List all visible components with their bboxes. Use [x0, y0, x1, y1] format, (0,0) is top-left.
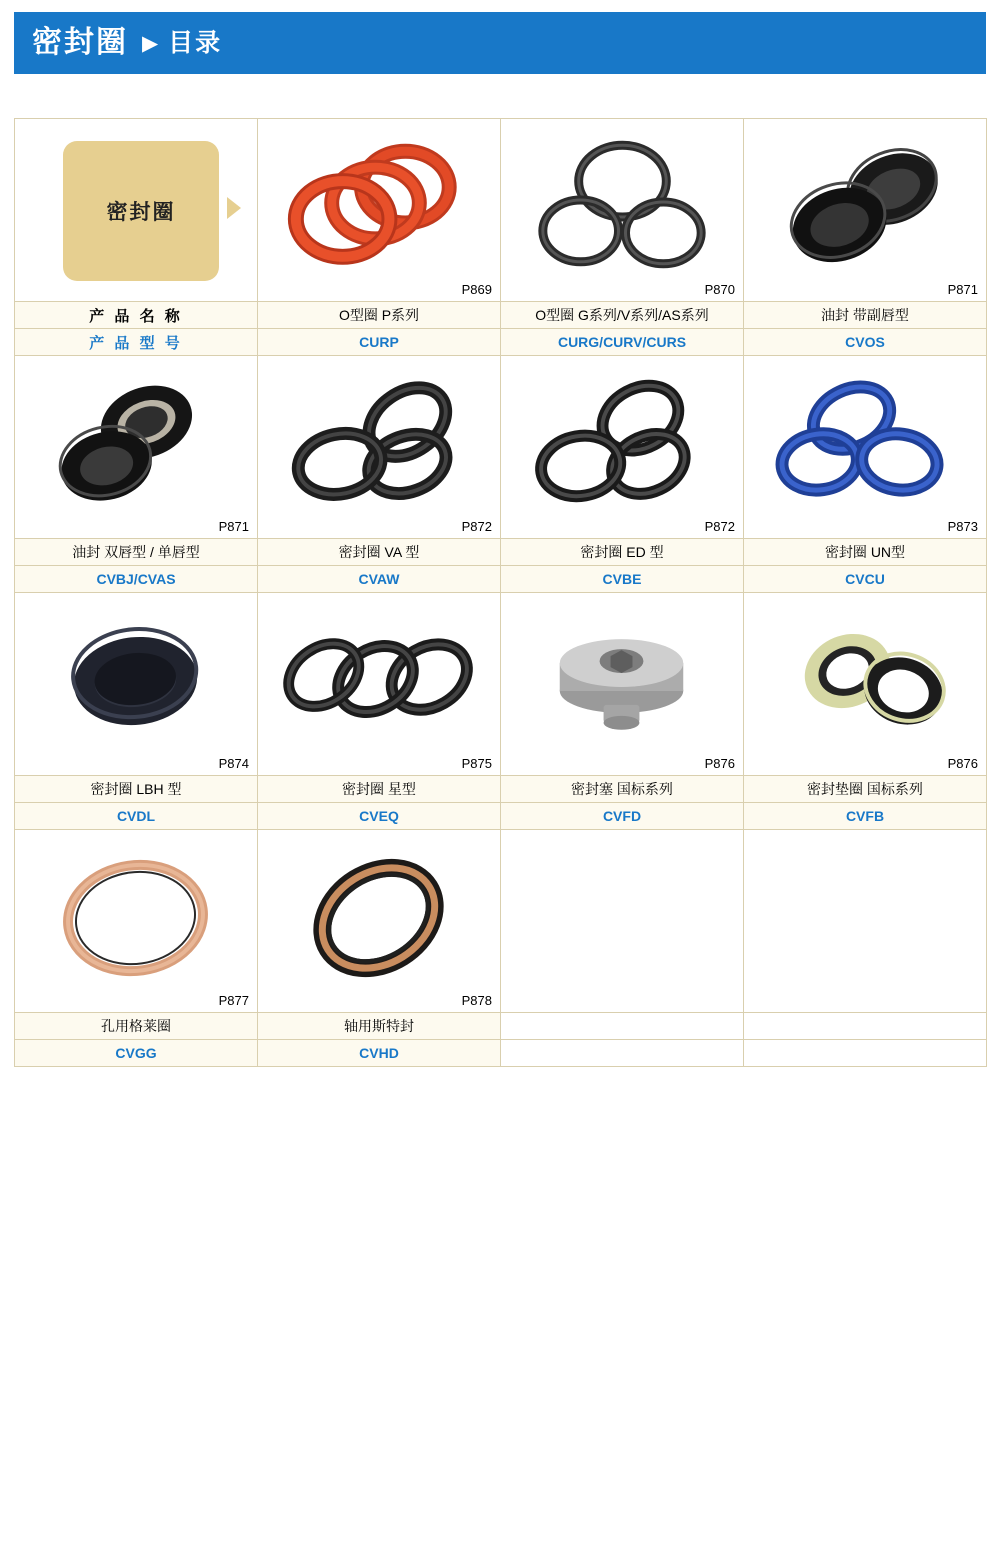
table-row	[15, 776, 987, 803]
product-model: CVGG	[15, 1040, 258, 1067]
page-number: P871	[947, 282, 978, 297]
product-name: 油封 双唇型 / 单唇型	[15, 539, 258, 566]
table-row	[15, 803, 987, 830]
empty-cell	[744, 830, 987, 1013]
step-seal-icon	[258, 830, 500, 1012]
product-image-cell[interactable]	[744, 593, 987, 776]
page-number: P871	[218, 519, 249, 534]
product-model: CVBJ/CVAS	[15, 566, 258, 593]
seal-star-icon	[258, 593, 500, 775]
table-row	[15, 539, 987, 566]
column-header-model: 产 品 型 号	[15, 329, 258, 356]
product-model: CVOS	[744, 329, 987, 356]
o-ring-red-icon	[258, 119, 500, 301]
empty-cell	[744, 1013, 987, 1040]
seal-va-icon	[258, 356, 500, 538]
product-name: 轴用斯特封	[258, 1013, 501, 1040]
glyd-ring-icon	[15, 830, 257, 1012]
product-name: 密封圈 VA 型	[258, 539, 501, 566]
product-name: 密封圈 LBH 型	[15, 776, 258, 803]
table-row	[15, 119, 987, 302]
product-name: 孔用格莱圈	[15, 1013, 258, 1040]
page-number: P877	[218, 993, 249, 1008]
product-name: O型圈 P系列	[258, 302, 501, 329]
table-row	[15, 356, 987, 539]
seal-un-blue-icon	[744, 356, 986, 538]
product-model: CURP	[258, 329, 501, 356]
page-number: P872	[461, 519, 492, 534]
oil-seal-double-icon	[15, 356, 257, 538]
page-number: P869	[461, 282, 492, 297]
page-number: P874	[218, 756, 249, 771]
table-header-row	[15, 329, 987, 356]
table-row	[15, 566, 987, 593]
page-number: P876	[947, 756, 978, 771]
category-arrow-icon	[227, 197, 241, 219]
product-image-cell[interactable]	[258, 356, 501, 539]
empty-cell	[744, 1040, 987, 1067]
product-model: CVAW	[258, 566, 501, 593]
product-name: 密封圈 UN型	[744, 539, 987, 566]
oil-seal-lip-icon	[744, 119, 986, 301]
product-model: CVDL	[15, 803, 258, 830]
page-number: P875	[461, 756, 492, 771]
product-image-cell[interactable]	[744, 356, 987, 539]
product-model: CVFD	[501, 803, 744, 830]
product-name: 密封圈 星型	[258, 776, 501, 803]
page-number: P873	[947, 519, 978, 534]
table-header-row	[15, 302, 987, 329]
product-image-cell[interactable]	[15, 356, 258, 539]
category-badge	[63, 141, 219, 281]
empty-cell	[501, 1013, 744, 1040]
product-name: 密封圈 ED 型	[501, 539, 744, 566]
table-row	[15, 593, 987, 776]
seal-plug-icon	[501, 593, 743, 775]
product-name: 密封塞 国标系列	[501, 776, 744, 803]
seal-lbh-icon	[15, 593, 257, 775]
page-number: P876	[704, 756, 735, 771]
category-label: 密封圈	[106, 201, 176, 224]
product-model: CVEQ	[258, 803, 501, 830]
product-model: CVBE	[501, 566, 744, 593]
column-header-name: 产 品 名 称	[15, 302, 258, 329]
page-banner	[14, 12, 986, 74]
o-ring-black-icon	[501, 119, 743, 301]
product-image-cell[interactable]	[258, 593, 501, 776]
empty-cell	[501, 830, 744, 1013]
product-catalog-table	[14, 118, 987, 1067]
product-name: O型圈 G系列/V系列/AS系列	[501, 302, 744, 329]
page-number: P878	[461, 993, 492, 1008]
product-image-cell[interactable]	[15, 830, 258, 1013]
category-badge-cell	[15, 119, 258, 302]
product-image-cell[interactable]	[258, 830, 501, 1013]
product-model: CVHD	[258, 1040, 501, 1067]
seal-washer-icon	[744, 593, 986, 775]
product-image-cell[interactable]	[744, 119, 987, 302]
empty-cell	[501, 1040, 744, 1067]
product-image-cell[interactable]	[501, 119, 744, 302]
seal-ed-icon	[501, 356, 743, 538]
product-image-cell[interactable]	[501, 593, 744, 776]
page-number: P872	[704, 519, 735, 534]
product-model: CVCU	[744, 566, 987, 593]
product-model: CURG/CURV/CURS	[501, 329, 744, 356]
banner-subtitle: 目录	[168, 28, 223, 57]
product-image-cell[interactable]	[15, 593, 258, 776]
page-number: P870	[704, 282, 735, 297]
product-image-cell[interactable]	[258, 119, 501, 302]
product-model: CVFB	[744, 803, 987, 830]
product-image-cell[interactable]	[501, 356, 744, 539]
table-row	[15, 1013, 987, 1040]
product-name: 密封垫圈 国标系列	[744, 776, 987, 803]
banner-title: 密封圈	[32, 26, 128, 59]
table-row	[15, 1040, 987, 1067]
table-row	[15, 830, 987, 1013]
banner-arrow-icon: ▶	[142, 31, 159, 55]
product-name: 油封 带副唇型	[744, 302, 987, 329]
